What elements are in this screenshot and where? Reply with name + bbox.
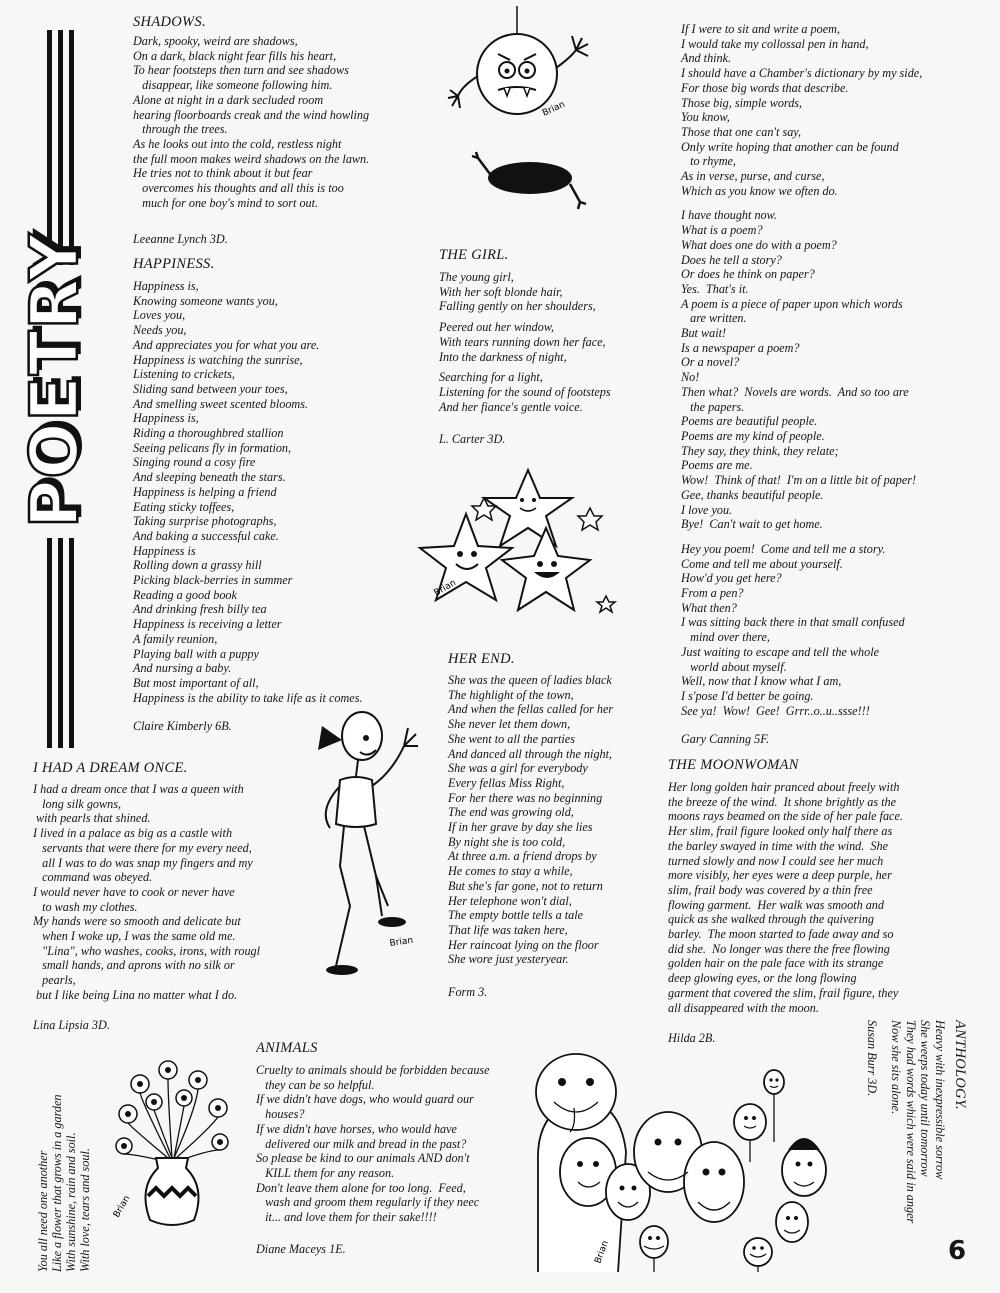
poem-body: Cruelty to animals should be forbidden because they can be so helpful. If we didn't have dogs, who would guard our houses? If we didn't have horses, who would have delivered our milk and bread in the past? So please be kind to our animals AND don't KILL them for any reason. Don't leave them alone for too long. Feed, wash and groom them regularly if they neec it... and love them for their sake!!!! [256, 1063, 490, 1225]
poem-title: ANTHOLOGY. [952, 1020, 968, 1110]
poem-stanza: Searching for a light, Listening for the sound of footsteps And her fiance's gentle voice. [439, 370, 611, 414]
poem-stanza: The young girl, With her soft blonde hair, Falling gently on her shoulders, [439, 270, 596, 314]
monster-signature: Brian [541, 99, 567, 119]
poem-author: Claire Kimberly 6B. [133, 719, 232, 734]
poem-shadows [133, 14, 433, 247]
poem-title: ANIMALS [256, 1040, 318, 1056]
poem-happiness [133, 256, 423, 734]
poem-title: SHADOWS. [133, 14, 206, 30]
poem-author: L. Carter 3D. [439, 432, 506, 447]
story-author: Hilda 2B. [668, 1031, 716, 1046]
story-title: THE MOONWOMAN [668, 757, 799, 773]
faces-signature: Brian [593, 1239, 611, 1266]
dancer-signature: Brian [389, 935, 414, 949]
banner-bar-top-1 [47, 30, 52, 265]
poem-animals [256, 1040, 521, 1225]
poem-title: THE GIRL. [439, 247, 509, 263]
monster-illustration [440, 6, 620, 221]
poem-author: Gary Canning 5F. [681, 732, 770, 747]
poem-title: HAPPINESS. [133, 256, 215, 272]
poem-dream [33, 760, 308, 1003]
poem-title: I HAD A DREAM ONCE. [33, 760, 188, 776]
page-number: 6 [948, 1236, 967, 1266]
stars-illustration [418, 468, 628, 618]
faces-illustration [518, 1042, 836, 1274]
poem-body: Heavy with inexpressible sorrow She weeps today until tomorrow They had words which were said in anger Now she sits alone. [889, 1020, 947, 1224]
poem-author: Form 3. [448, 985, 488, 1000]
poem-title: HER END. [448, 651, 515, 667]
poem-author: Leeanne Lynch 3D. [133, 232, 228, 247]
banner-bar-bottom-3 [69, 538, 74, 748]
poem-a-poem [681, 22, 981, 747]
vase-signature: Brian [111, 1194, 133, 1220]
poem-her-end [448, 651, 658, 1000]
poem-author: Susan Burr 3D. [865, 1020, 879, 1097]
story-moonwoman [668, 757, 978, 1046]
stars-signature: Brian [432, 578, 458, 599]
banner-bar-bottom-2 [58, 538, 63, 748]
poem-stanza: If I were to sit and write a poem, I would take my collossal pen in hand, And think. I should have a Chamber's dictionary by my side, For those big words that describe. Those big, simple words, You know, Those that one can't say, Only write hoping that another can be found to rhyme, As in verse, purse, and curse, Which as you know we often do. [681, 22, 923, 198]
poem-the-girl [439, 247, 659, 447]
banner-bar-top-3 [69, 30, 74, 265]
poem-body: She was the queen of ladies black The highlight of the town, And when the fellas called for her She never let them down, She went to all the parties And danced all through the night, She was a girl for everybody Every fellas Miss Right, For her there was no beginning The end was growing old, If in her grave by day she lies By night she is too cold, At three a.m. a friend drops by He comes to stay a while, But she's far gone, not to return Her telephone won't dial, The empty bottle tells a tale That life was taken here, Her raincoat lying on the floor She wore just yesteryear. [448, 673, 614, 967]
story-body: Her long golden hair pranced about freely with the breeze of the wind. It shone brightly as the moons rays beamed on the side of her pale face. Her slim, frail figure looked only half there as the barley swayed in time with the wind. She turned slowly and now I could see her much more visibly, her eyes were a deep purple, her slim, frail body was covered by a thin free flowing garment. Her walk was smooth and quick as she walked through the quivering barley. The moon started to fade away and so did she. No longer was there the free flowing golden hair on the pale face with its strange deep glowing eyes, or the long flowing garment that covered the slim, frail figure, they all disappeared with the moon. [668, 780, 903, 1015]
poem-author: Diane Maceys 1E. [256, 1242, 346, 1256]
poem-body: I had a dream once that I was a queen with long silk gowns, with pearls that shined. I lived in a palace as big as a castle with servants that were there for my every need, all I was to do was snap my fingers and my command was obeyed. I would never have to cook or never have to wash my clothes. My hands were so smooth and delicate but when I woke up, I was the same old me. "Lina", who washes, cooks, irons, with rougl small hands, and aprons with no silk or pearls, but I like being Lina no matter what I do. [33, 782, 261, 1002]
poem-stanza: I have thought now. What is a poem? What does one do with a poem? Does he tell a story? Or does he think on paper? Yes. That's it. A poem is a piece of paper upon which words are written. But wait! Is a newspaper a poem? Or a novel? No! Then what? Novels are words. And so too are the papers. Poems are beautiful people. Poems are my kind of people. They say, they think, they relate; Poems are me. Wow! Think of that! I'm on a little bit of paper! Gee, thanks beautiful people. I love you. Bye! Can't wait to get home. [681, 208, 917, 532]
banner-word: POETRY [16, 232, 93, 528]
poem-author: Lina Lipsia 3D. [33, 1018, 110, 1032]
banner-bar-bottom-1 [47, 538, 52, 748]
dancing-girl-illustration [300, 706, 440, 986]
poem-body: Dark, spooky, weird are shadows, On a dark, black night fear fills his heart, To hear footsteps then turn and see shadows disappear, like someone following him. Alone at night in a dark secluded room hearing floorboards creak and the wind howling through the trees. As he looks out into the cold, restless night the full moon makes weird shadows on the lawn. He tries not to think about it but fear overcomes his thoughts and all this is too much for one boy's mind to sort out. [133, 34, 370, 210]
poem-stanza: Hey you poem! Come and tell me a story. Come and tell me about yourself. How'd you get here? From a pen? What then? I was sitting back there in that small confused mind over there, Just waiting to escape and tell the whole world about myself. Well, now that I know what I am, I s'pose I'd better be going. See ya! Wow! Gee! Grrr..o..u..ssse!!! [681, 541, 905, 718]
poem-stanza: Peered out her window, With tears running down her face, Into the darkness of night, [439, 320, 606, 364]
poem-body: Happiness is, Knowing someone wants you, Loves you, Needs you, And appreciates you for what you are. Happiness is watching the sunrise, Listening to crickets, Sliding sand between your toes, And smelling sweet scented blooms. Happiness is, Riding a thoroughbred stallion Seeing pelicans fly in formation, Singing round a cosy fire And sleeping beneath the stars. Happiness is helping a friend Eating sticky toffees, Taking surprise photographs, And baking a successful cake. Happiness is Rolling down a grassy hill Picking black-berries in summer Reading a good book And drinking fresh billy tea Happiness is receiving a letter A family reunion, Playing ball with a puppy And nursing a baby. But most important of all, Happiness is the ability to take life as it comes. [133, 279, 363, 705]
flower-verse: You all need one another Like a flower that grows in a garden With sunshine, rain and soil. With love, tears and soul. [36, 1094, 92, 1272]
banner-bar-top-2 [58, 30, 63, 265]
flower-vase-illustration [110, 1058, 240, 1238]
